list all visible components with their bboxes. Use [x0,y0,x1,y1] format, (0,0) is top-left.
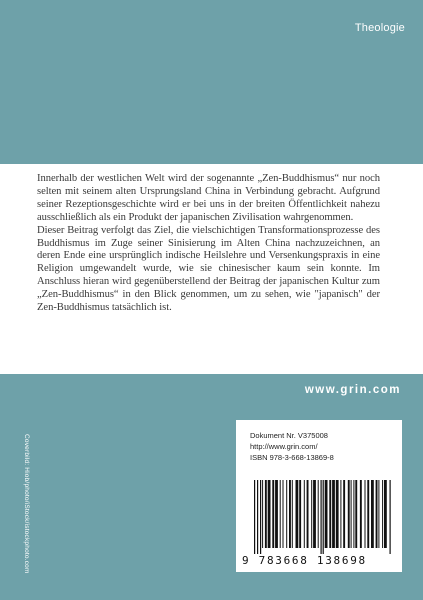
blurb-paragraph-2: Dieser Beitrag verfolgt das Ziel, die vielschichtigen Transformationsprozesse des Buddhismus im Zuge seiner Sinisierung im Alten China nachzuzeichnen, an deren Ende eine ursprünglich indische Heilslehre und Versenkungspraxis in eine Religion umgewandelt wurde, wie sie chinesischer kaum sein konnte. Im Anschluss hieran wird gegenüberstellend der Beitrag der japanischen Kultur zum „Zen-Buddhismus“ in den Blick genommen, um zu sehen, wie "japanisch" der Zen-Buddhismus tatsächlich ist. [37,224,380,314]
barcode-bar [384,480,387,548]
barcode-bar [318,480,319,548]
barcode-bar [280,480,281,548]
barcode-bar [340,480,341,548]
barcode-bar [262,480,263,548]
barcode-digits: 9 783668 138698 [242,554,367,567]
blurb-paragraph-1: Innerhalb der westlichen Welt wird der sogenannte „Zen-Buddhismus“ nur noch selten mit seinem alten Ursprungsland China in Verbindung gebracht. Aufgrund seiner Rezeptionsgeschichte wird er bei uns in der breiten Öffentlichkeit nahezu ausschließlich als ein Produkt der japanischen Zivilisation wahrgenommen. [37,173,380,223]
barcode-bar [283,480,284,548]
barcode-bar [355,480,357,548]
barcode-bar [254,480,255,554]
barcode-bar [257,480,258,554]
category-label: Theologie [354,22,405,34]
barcode-bar [365,480,366,548]
blurb-panel [0,164,423,374]
isbn-label: ISBN 978-3-668-13869-8 [250,453,334,462]
barcode-bar [296,480,299,548]
barcode-bar [390,480,391,554]
cover-image-credit: Coverbild: Hiob/photo/iStock/istockphoto.com [23,434,30,574]
barcode-bar [292,480,293,548]
barcode-bar [275,480,278,548]
barcode-bar [353,480,354,548]
barcode-bar [367,480,369,548]
barcode-bar [371,480,374,548]
barcode-bar [289,480,291,548]
website-link[interactable]: http://www.grin.com/ [250,442,318,451]
barcode-bar [360,480,362,548]
barcode-bar [382,480,383,548]
barcode-bar [311,480,312,548]
barcode-bar [343,480,345,548]
barcode-bar [313,480,316,548]
barcode-bar [272,480,274,548]
barcode-bar [351,480,352,548]
barcode-bar [268,480,271,548]
barcode-bar [378,480,379,548]
barcode-bar [260,480,261,554]
document-number: Dokument Nr. V375008 [250,431,328,440]
barcode-bar [286,480,287,548]
barcode-bar [321,480,322,554]
barcode-bar [336,480,339,548]
barcode-bar [304,480,305,548]
barcode-bar [332,480,335,548]
barcode-bar [376,480,378,548]
barcode-bar [299,480,301,548]
barcode-bar [323,480,324,554]
barcode-bar [265,480,267,548]
publisher-url[interactable]: www.grin.com [304,384,401,396]
barcode-bar [307,480,309,548]
isbn-barcode-icon [240,480,398,554]
barcode-bar [325,480,328,548]
barcode-bar [329,480,331,548]
barcode-bar [348,480,350,548]
barcode-panel [236,420,402,572]
